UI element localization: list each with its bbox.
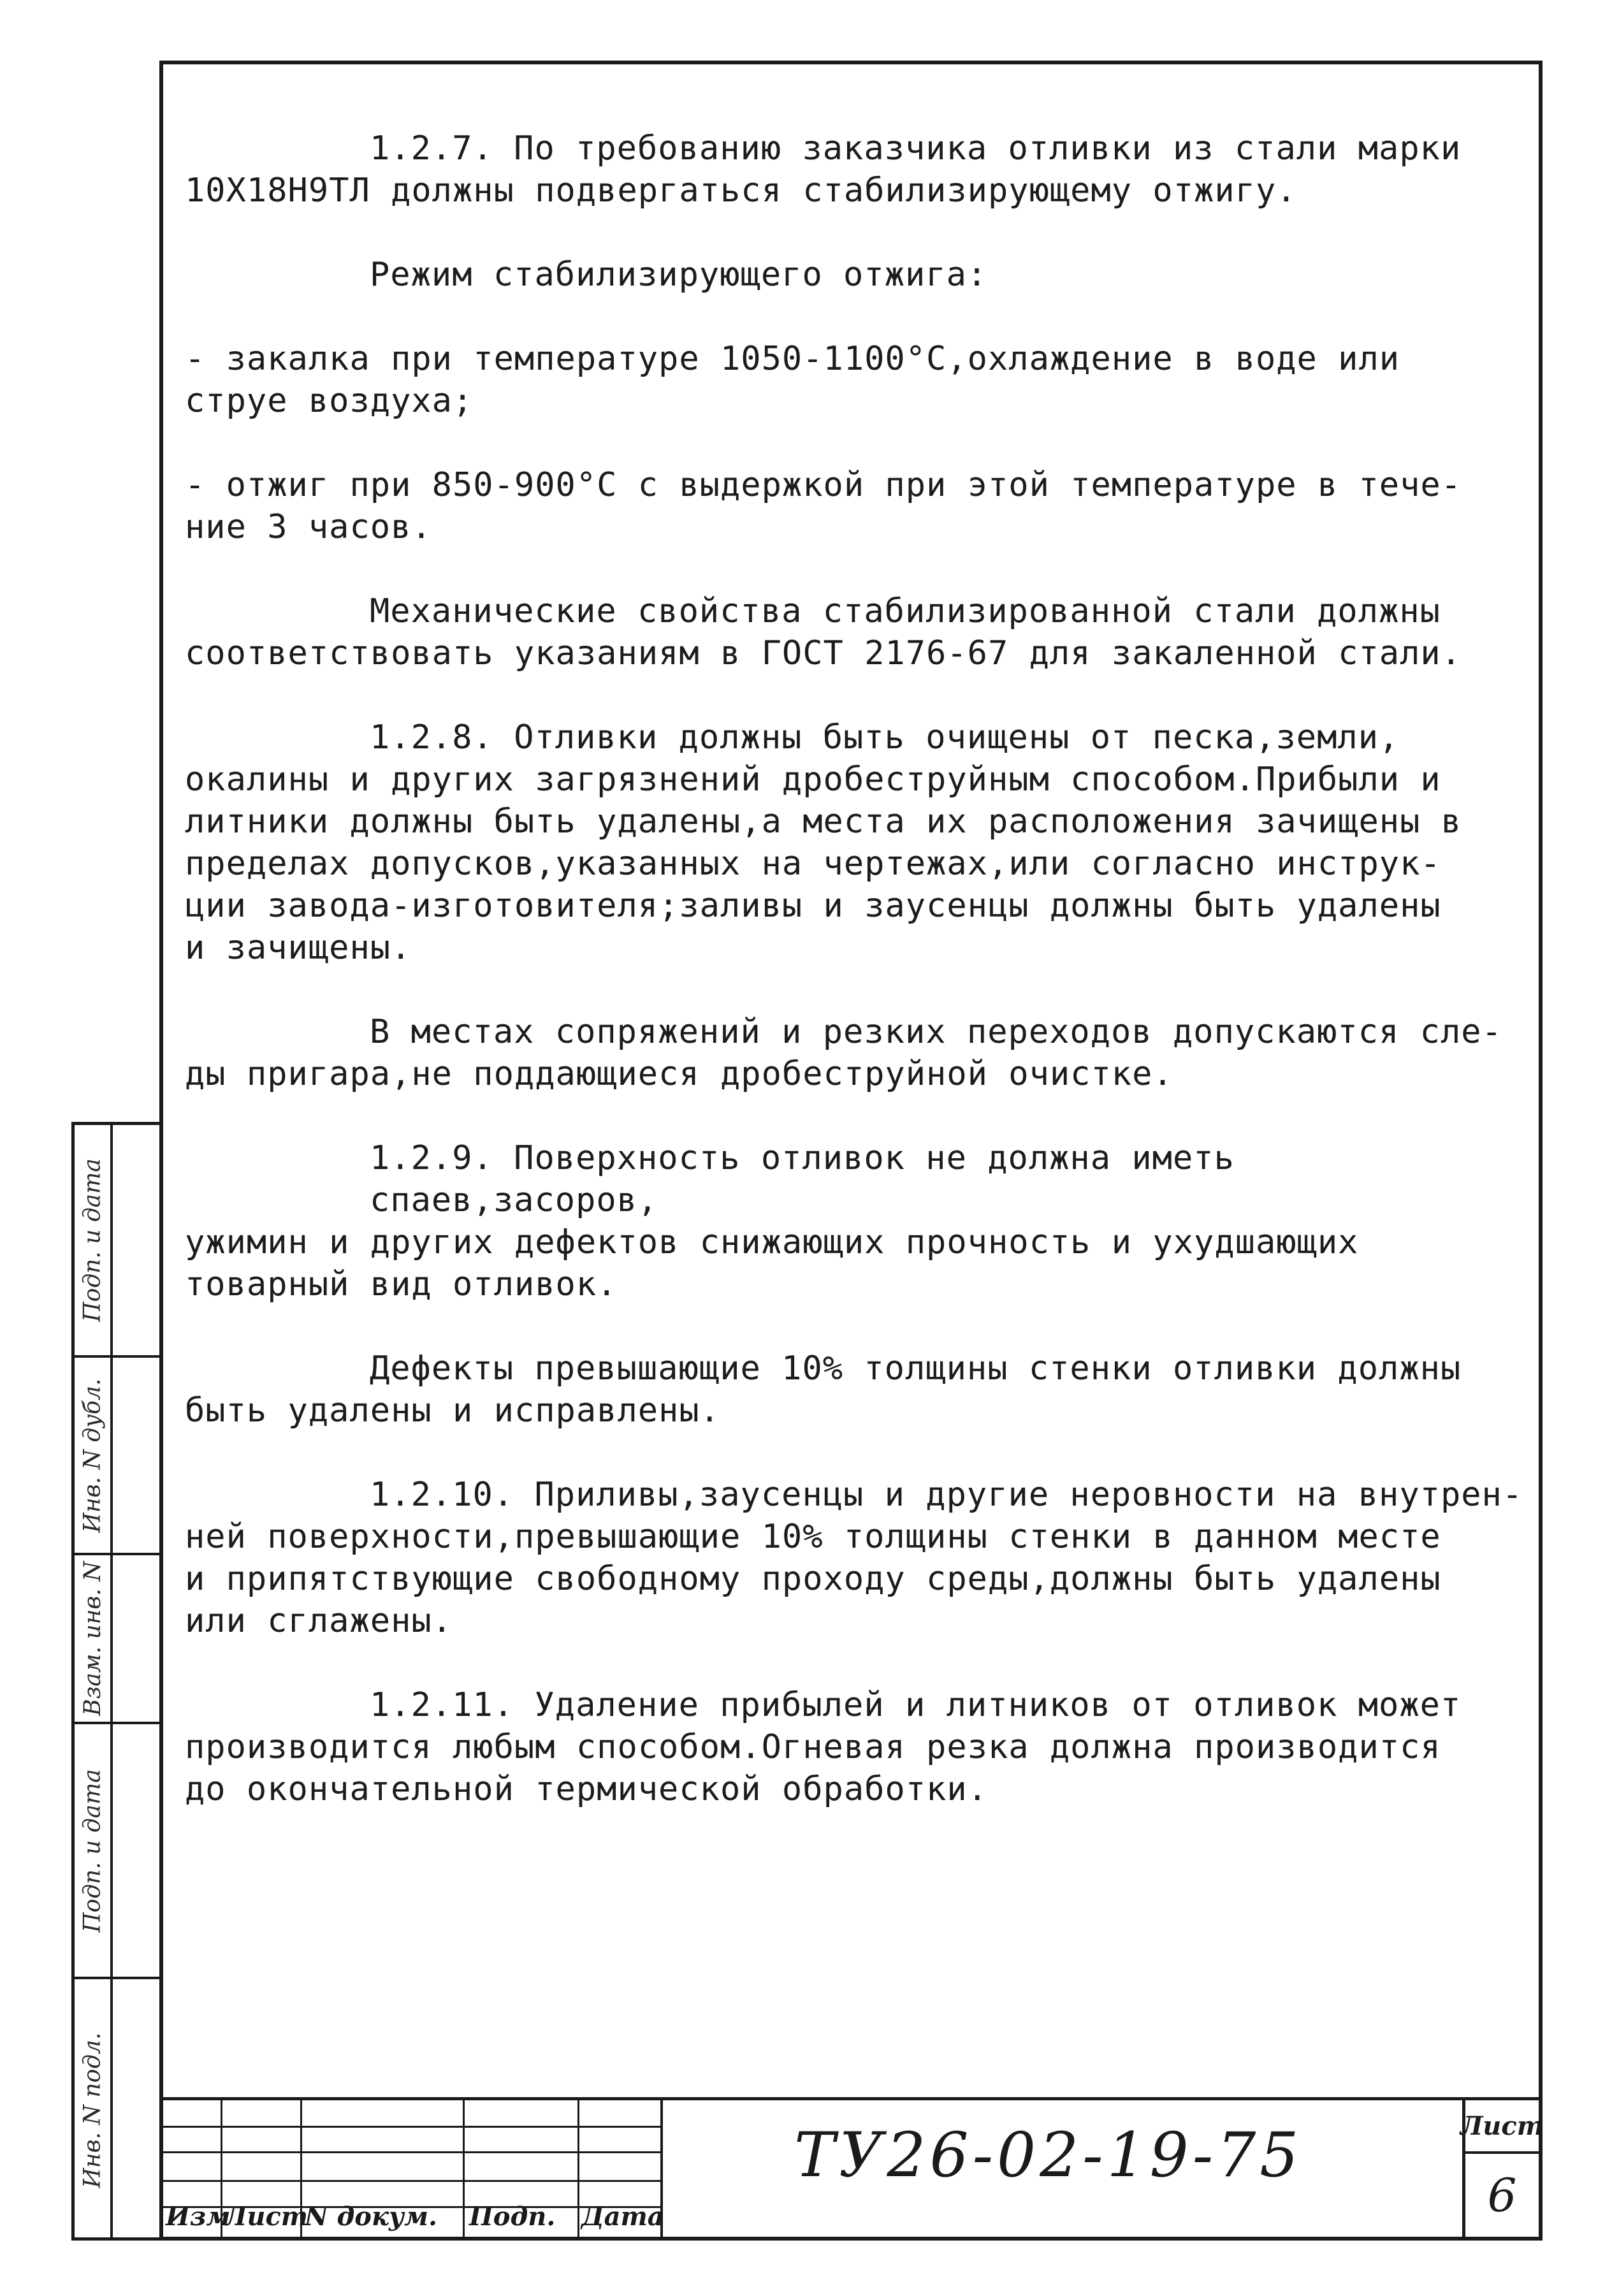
document-code: ТУ26-02-19-75 [794,2119,1303,2191]
sheet-number: 6 [1487,2169,1517,2222]
strip-cell-orig-inv [75,1979,159,2241]
header-sheet: Лист [224,2202,309,2232]
paragraph-burn-marks: В местах сопряжений и резких переходов допускаются сле- ды пригара,не поддающиеся дробеструйной очистке. [185,1013,1502,1093]
paragraph-annealing-mode: Режим стабилизирующего отжига: [370,256,988,294]
title-block [163,2097,1544,2237]
paragraph-defects: Дефекты превышающие 10% толщины стенки отливки должны быть удалены и исправлены. [185,1349,1462,1430]
strip-cell-sign-date [75,1125,159,1358]
strip-label-sign-date-2: Подп. и дата [79,1768,106,1933]
header-change: Изм [166,2202,231,2232]
header-doc-number: N докум. [305,2202,437,2232]
revision-grid [163,2100,664,2237]
paragraph-mechanical-properties: Механические свойства стабилизированной стали должны соответствовать указаниям в ГОСТ 2176-67 для закаленной стали. [185,592,1462,672]
paragraph-quenching: - закалка при температуре 1050-1100°С,охлаждение в воде или струе воздуха; [185,340,1400,420]
paragraph-1-2-7: 1.2.7. По требованию заказчика отливки из стали марки 10Х18Н9ТЛ должны подвергаться стабилизирующему отжигу. [185,129,1462,210]
paragraph-1-2-9: 1.2.9. Поверхность отливок не должна иметь спаев,засоров, ужимин и других дефектов снижающих прочность и ухудшающих товарный вид отливок. [185,1139,1359,1304]
paragraph-1-2-10: 1.2.10. Приливы,заусенцы и другие неровности на внутрен- ней поверхности,превышающие 10% толщины стенки в данном месте и припятствующие свободному проходу среды,должны быть удалены или сглажены. [185,1476,1523,1640]
header-date: Дата [581,2202,664,2232]
strip-cell-sign-date-2 [75,1724,159,1979]
strip-label-replaced-inv: Взам. инв. N [79,1561,106,1716]
strip-label-dup-inv: Инв. N дубл. [79,1378,106,1532]
strip-cell-replaced-inv [75,1555,159,1724]
sheet-label: Лист [1465,2100,1539,2154]
header-signature: Подп. [469,2202,556,2232]
strip-label-orig-inv: Инв. N подл. [79,2032,106,2188]
strip-cell-dup-inv [75,1358,159,1555]
strip-label-sign-date: Подп. и дата [79,1158,106,1322]
paragraph-1-2-8: 1.2.8. Отливки должны быть очищены от песка,земли, окалины и других загрязнений дробеструйным способом.Прибыли и литники должны быть удалены,а места их расположения зачищены в пределах допусков,указанных на чертежах,или согласно инструк- ции завода-изготовителя;заливы и заусенцы должны быть удалены и зачищены. [185,718,1462,967]
side-stamp-strip [71,1122,159,2241]
paragraph-annealing: - отжиг при 850-900°С с выдержкой при этой температуре в тече- ние 3 часов. [185,466,1462,546]
document-body [185,127,1523,1852]
paragraph-1-2-11: 1.2.11. Удаление прибылей и литников от отливок может производится любым способом.Огневая резка должна производится до окончательной термической обработки. [185,1686,1462,1808]
sheet-box [1460,2100,1544,2237]
